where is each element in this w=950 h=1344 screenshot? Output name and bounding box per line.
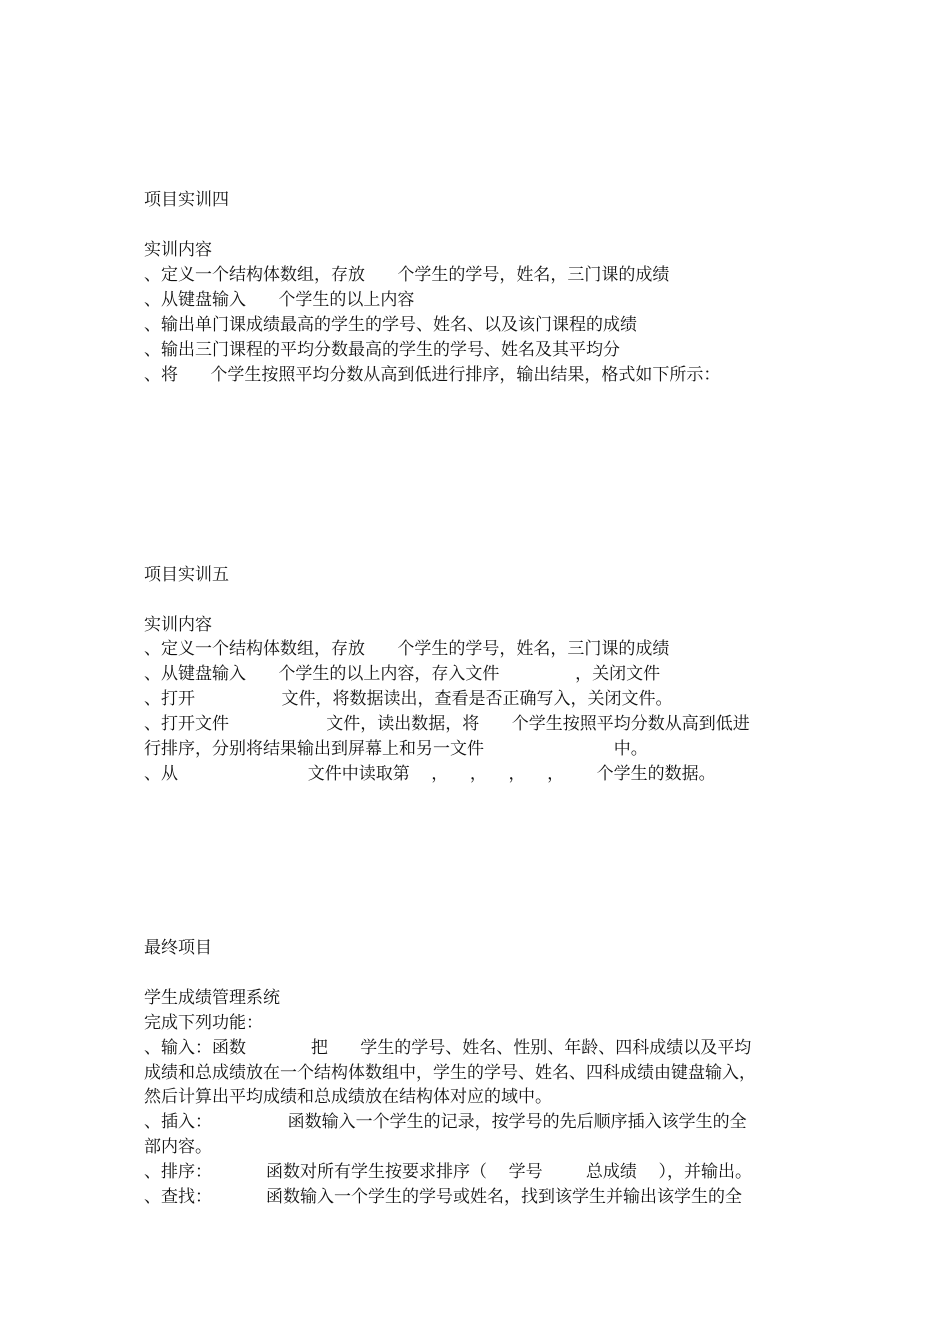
final-intro: 完成下列功能： <box>144 1013 263 1033</box>
section5-item: 行排序，分别将结果输出到屏幕上和另一文件 中。 <box>144 739 648 759</box>
final-item: 、输入：函数 把 学生的学号、姓名、性别、年龄、四科成绩以及平均 <box>144 1038 752 1058</box>
final-item: 部内容。 <box>144 1137 212 1157</box>
section5-item: 、打开 文件，将数据读出，查看是否正确写入，关闭文件。 <box>144 689 673 709</box>
section4-title: 项目实训四 <box>144 190 229 210</box>
section5-item: 、打开文件 文件，读出数据，将 个学生按照平均分数从高到低进 <box>144 714 750 734</box>
final-title: 最终项目 <box>144 938 212 958</box>
final-item: 然后计算出平均成绩和总成绩放在结构体对应的域中。 <box>144 1087 552 1107</box>
final-item: 、查找： 函数输入一个学生的学号或姓名，找到该学生并输出该学生的全 <box>144 1187 743 1207</box>
final-item: 成绩和总成绩放在一个结构体数组中，学生的学号、姓名、四科成绩由键盘输入， <box>144 1063 756 1083</box>
section5-item: 、定义一个结构体数组，存放 个学生的学号，姓名，三门课的成绩 <box>144 639 670 659</box>
section4-item: 、定义一个结构体数组，存放 个学生的学号，姓名，三门课的成绩 <box>144 265 670 285</box>
final-subtitle: 学生成绩管理系统 <box>144 988 280 1008</box>
final-item: 、排序： 函数对所有学生按要求排序（ 学号 总成绩 ），并输出。 <box>144 1162 752 1182</box>
section5-item: 、从 文件中读取第 ， ， ， ， 个学生的数据。 <box>144 764 716 784</box>
section5-subtitle: 实训内容 <box>144 615 212 635</box>
section5-item: 、从键盘输入 个学生的以上内容，存入文件 ，关闭文件 <box>144 664 661 684</box>
section4-item: 、输出三门课程的平均分数最高的学生的学号、姓名及其平均分 <box>144 340 620 360</box>
section4-item: 、从键盘输入 个学生的以上内容 <box>144 290 415 310</box>
final-item: 、插入： 函数输入一个学生的记录，按学号的先后顺序插入该学生的全 <box>144 1112 747 1132</box>
section4-item: 、输出单门课成绩最高的学生的学号、姓名、以及该门课程的成绩 <box>144 315 637 335</box>
section4-subtitle: 实训内容 <box>144 240 212 260</box>
section4-item: 、将 个学生按照平均分数从高到低进行排序，输出结果，格式如下所示： <box>144 365 721 385</box>
section5-title: 项目实训五 <box>144 565 229 585</box>
